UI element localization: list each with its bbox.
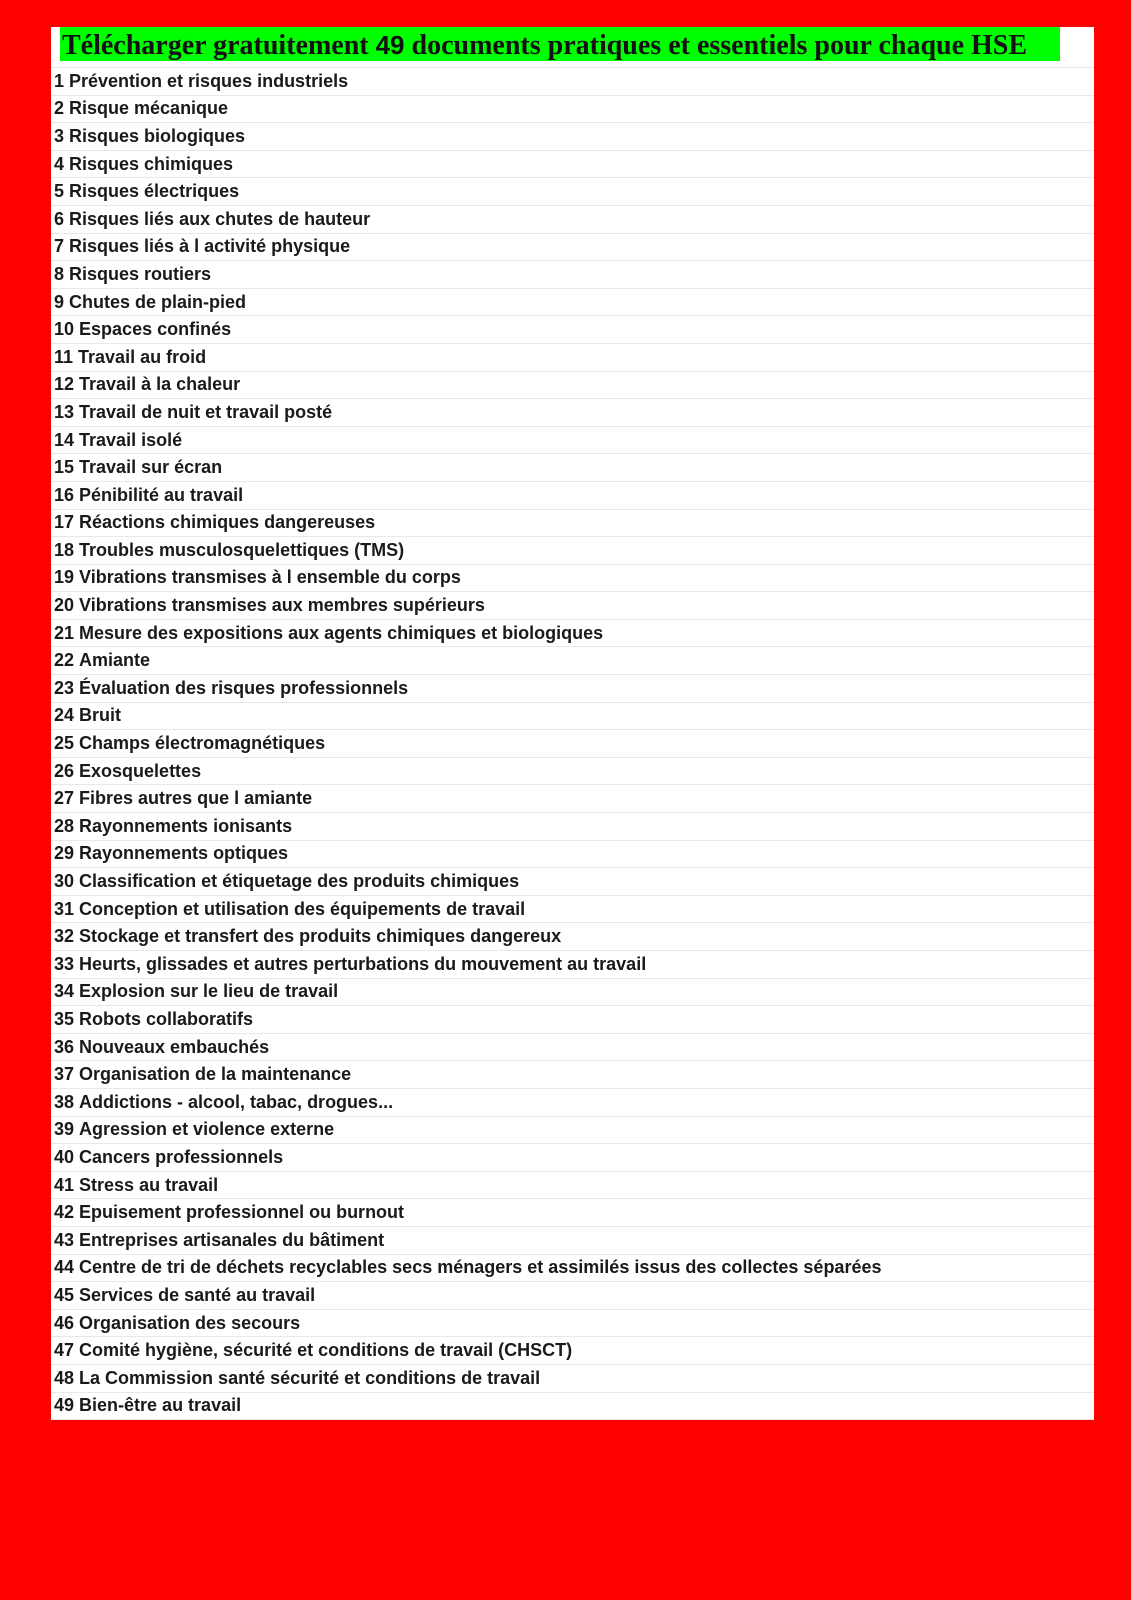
list-item xyxy=(51,758,1094,786)
item-number: 31 xyxy=(54,898,75,919)
title-text-before: Télécharger gratuitement xyxy=(62,30,369,61)
item-number: 39 xyxy=(54,1119,75,1140)
item-number: 1 xyxy=(54,70,65,91)
item-number: 49 xyxy=(54,1395,75,1416)
item-number: 8 xyxy=(54,263,65,284)
item-label: Évaluation des risques professionnels xyxy=(79,677,409,698)
item-label: Risques électriques xyxy=(69,181,240,202)
item-label: Réactions chimiques dangereuses xyxy=(79,512,376,533)
item-number: 38 xyxy=(54,1091,75,1112)
item-number: 33 xyxy=(54,953,75,974)
list-item xyxy=(51,399,1094,427)
item-label: Travail isolé xyxy=(79,429,183,450)
list-item xyxy=(51,234,1094,262)
item-number: 12 xyxy=(54,374,75,395)
item-number: 26 xyxy=(54,760,75,781)
list-item xyxy=(51,1006,1094,1034)
item-number: 30 xyxy=(54,871,75,892)
item-number: 29 xyxy=(54,843,75,864)
list-item xyxy=(51,206,1094,234)
list-item xyxy=(51,675,1094,703)
item-number: 34 xyxy=(54,981,75,1002)
item-label: Travail au froid xyxy=(78,346,207,367)
list-item xyxy=(51,68,1094,96)
item-label: Services de santé au travail xyxy=(79,1284,316,1305)
item-number: 2 xyxy=(54,98,65,119)
item-label: Entreprises artisanales du bâtiment xyxy=(79,1229,385,1250)
item-number: 40 xyxy=(54,1146,75,1167)
item-label: La Commission santé sécurité et conditions de travail xyxy=(79,1367,541,1388)
item-number: 3 xyxy=(54,125,65,146)
item-number: 4 xyxy=(54,153,65,174)
list-item xyxy=(51,1144,1094,1172)
item-number: 13 xyxy=(54,401,75,422)
list-item xyxy=(51,123,1094,151)
item-number: 43 xyxy=(54,1229,75,1250)
list-item xyxy=(51,151,1094,179)
list-item xyxy=(51,1365,1094,1393)
item-label: Classification et étiquetage des produits chimiques xyxy=(79,871,520,892)
list-item xyxy=(51,1089,1094,1117)
list-item xyxy=(51,841,1094,869)
item-number: 5 xyxy=(54,181,65,202)
title-text-after: documents pratiques et essentiels pour chaque HSE xyxy=(411,30,1028,61)
item-number: 32 xyxy=(54,926,75,947)
item-label: Risque mécanique xyxy=(69,98,229,119)
list-item xyxy=(51,923,1094,951)
item-number: 10 xyxy=(54,319,75,340)
item-number: 45 xyxy=(54,1284,75,1305)
page-title-banner xyxy=(60,27,1060,61)
item-label: Risques biologiques xyxy=(69,125,246,146)
list-item xyxy=(51,785,1094,813)
item-number: 7 xyxy=(54,236,65,257)
item-label: Vibrations transmises à l ensemble du corps xyxy=(79,567,461,588)
item-number: 20 xyxy=(54,595,75,616)
list-item xyxy=(51,261,1094,289)
item-label: Robots collaboratifs xyxy=(79,1008,254,1029)
item-label: Explosion sur le lieu de travail xyxy=(79,981,339,1002)
item-number: 18 xyxy=(54,539,75,560)
list-item xyxy=(51,1172,1094,1200)
list-item xyxy=(51,1199,1094,1227)
item-label: Fibres autres que l amiante xyxy=(79,788,313,809)
item-label: Heurts, glissades et autres perturbations du mouvement au travail xyxy=(79,953,647,974)
list-item xyxy=(51,1337,1094,1365)
list-item xyxy=(51,537,1094,565)
item-number: 9 xyxy=(54,291,65,312)
item-label: Rayonnements optiques xyxy=(79,843,289,864)
list-item xyxy=(51,427,1094,455)
item-number: 46 xyxy=(54,1312,75,1333)
header-row xyxy=(51,27,1094,68)
item-label: Rayonnements ionisants xyxy=(79,815,293,836)
list-item xyxy=(51,454,1094,482)
list-item xyxy=(51,96,1094,124)
item-number: 27 xyxy=(54,788,75,809)
item-label: Mesure des expositions aux agents chimiques et biologiques xyxy=(79,622,604,643)
item-number: 44 xyxy=(54,1257,75,1278)
item-label: Organisation de la maintenance xyxy=(79,1064,352,1085)
item-label: Agression et violence externe xyxy=(79,1119,335,1140)
item-number: 23 xyxy=(54,677,75,698)
item-number: 36 xyxy=(54,1036,75,1057)
item-number: 17 xyxy=(54,512,75,533)
list-item xyxy=(51,510,1094,538)
item-number: 42 xyxy=(54,1202,75,1223)
list-item xyxy=(51,979,1094,1007)
list-item xyxy=(51,813,1094,841)
list-item xyxy=(51,344,1094,372)
list-item xyxy=(51,178,1094,206)
item-label: Risques liés à l activité physique xyxy=(69,236,351,257)
item-label: Risques routiers xyxy=(69,263,212,284)
item-label: Travail à la chaleur xyxy=(79,374,241,395)
list-item xyxy=(51,1282,1094,1310)
item-number: 48 xyxy=(54,1367,75,1388)
list-item xyxy=(51,565,1094,593)
item-label: Cancers professionnels xyxy=(79,1146,284,1167)
item-label: Risques liés aux chutes de hauteur xyxy=(69,208,371,229)
document-sheet xyxy=(51,27,1094,1419)
item-label: Pénibilité au travail xyxy=(79,484,244,505)
list-item xyxy=(51,1255,1094,1283)
item-label: Addictions - alcool, tabac, drogues... xyxy=(79,1091,394,1112)
list-item xyxy=(51,647,1094,675)
item-number: 16 xyxy=(54,484,75,505)
item-label: Chutes de plain-pied xyxy=(69,291,247,312)
item-number: 6 xyxy=(54,208,65,229)
item-label: Exosquelettes xyxy=(79,760,202,781)
list-item xyxy=(51,289,1094,317)
item-number: 19 xyxy=(54,567,75,588)
item-number: 37 xyxy=(54,1064,75,1085)
list-item xyxy=(51,1117,1094,1145)
item-number: 24 xyxy=(54,705,75,726)
item-label: Stockage et transfert des produits chimiques dangereux xyxy=(79,926,562,947)
item-number: 22 xyxy=(54,650,75,671)
list-item xyxy=(51,730,1094,758)
item-number: 28 xyxy=(54,815,75,836)
item-label: Prévention et risques industriels xyxy=(69,70,349,91)
item-label: Nouveaux embauchés xyxy=(79,1036,270,1057)
item-label: Conception et utilisation des équipements de travail xyxy=(79,898,526,919)
item-label: Bruit xyxy=(79,705,122,726)
list-item xyxy=(51,1393,1094,1421)
item-number: 11 xyxy=(54,346,74,367)
item-label: Stress au travail xyxy=(79,1174,219,1195)
item-label: Espaces confinés xyxy=(79,319,232,340)
item-label: Travail de nuit et travail posté xyxy=(79,401,333,422)
list-item xyxy=(51,1061,1094,1089)
item-number: 47 xyxy=(54,1340,75,1361)
item-number: 25 xyxy=(54,733,75,754)
item-label: Vibrations transmises aux membres supérieurs xyxy=(79,595,485,616)
item-label: Travail sur écran xyxy=(79,457,223,478)
item-label: Risques chimiques xyxy=(69,153,234,174)
item-number: 14 xyxy=(54,429,75,450)
document-list xyxy=(51,68,1094,1420)
item-label: Champs électromagnétiques xyxy=(79,733,326,754)
item-number: 15 xyxy=(54,457,75,478)
item-number: 35 xyxy=(54,1008,75,1029)
item-number: 41 xyxy=(54,1174,75,1195)
item-label: Epuisement professionnel ou burnout xyxy=(79,1202,405,1223)
list-item xyxy=(51,951,1094,979)
list-item xyxy=(51,592,1094,620)
item-label: Troubles musculosquelettiques (TMS) xyxy=(79,539,405,560)
list-item xyxy=(51,372,1094,400)
list-item xyxy=(51,1310,1094,1338)
title-number: 49 xyxy=(375,30,405,60)
list-item xyxy=(51,620,1094,648)
item-label: Amiante xyxy=(79,650,151,671)
item-label: Centre de tri de déchets recyclables secs ménagers et assimilés issus des collectes séparées xyxy=(79,1257,882,1278)
list-item xyxy=(51,1034,1094,1062)
list-item xyxy=(51,482,1094,510)
item-label: Comité hygiène, sécurité et conditions de travail (CHSCT) xyxy=(79,1340,573,1361)
list-item xyxy=(51,868,1094,896)
list-item xyxy=(51,1227,1094,1255)
list-item xyxy=(51,703,1094,731)
item-number: 21 xyxy=(54,622,75,643)
item-label: Organisation des secours xyxy=(79,1312,301,1333)
list-item xyxy=(51,316,1094,344)
item-label: Bien-être au travail xyxy=(79,1395,242,1416)
list-item xyxy=(51,896,1094,924)
